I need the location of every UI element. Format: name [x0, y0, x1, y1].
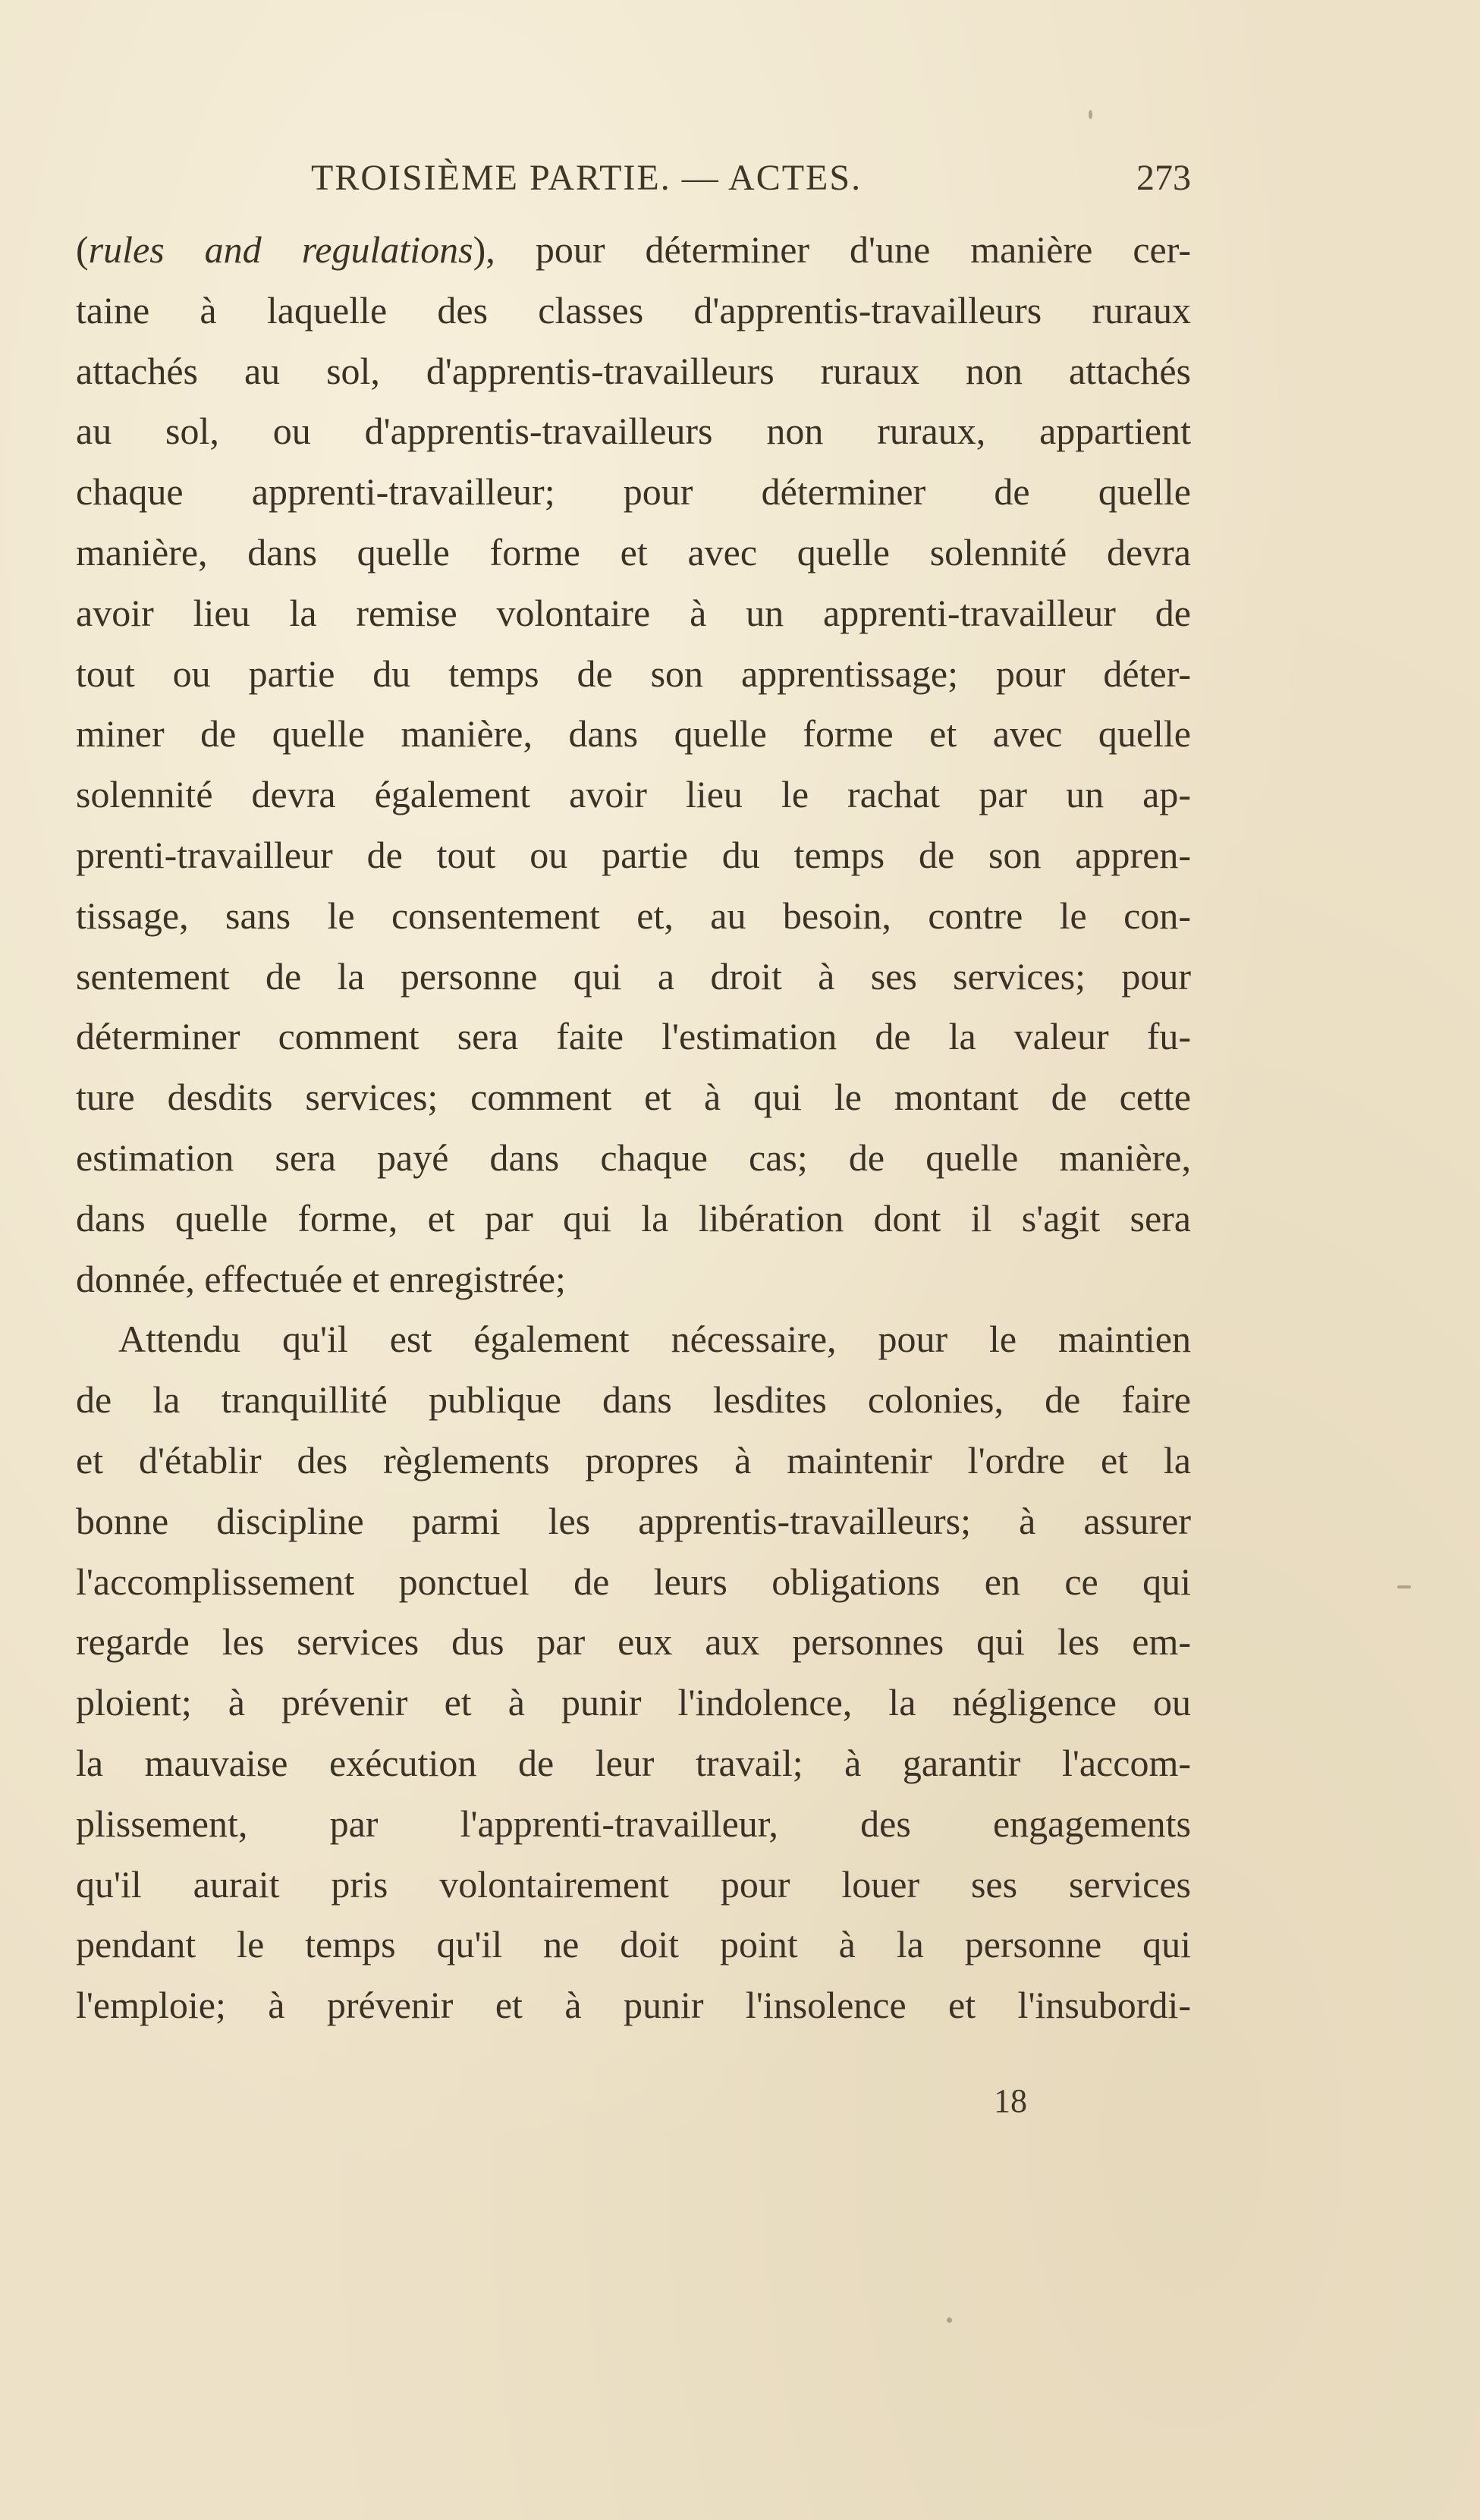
text-line: et d'établir des règlements propres à maintenir l'ordre et la — [76, 1438, 1191, 1482]
text-line: regarde les services dus par eux aux personnes qui les em- — [76, 1620, 1191, 1664]
paper-speck — [1397, 1585, 1411, 1588]
body-text — [76, 220, 1191, 2036]
paragraph-start: Attendu qu'il est également nécessaire, pour le maintien — [118, 1318, 1191, 1361]
running-title: TROISIÈME PARTIE. — ACTES. — [311, 158, 863, 198]
running-header — [76, 152, 1191, 205]
paper-speck — [947, 2317, 952, 2323]
text-line: pendant le temps qu'il ne doit point à la personne qui — [76, 1923, 1191, 1966]
text-line: dans quelle forme, et par qui la libération dont il s'agit sera — [76, 1196, 1191, 1240]
paper-speck — [1089, 110, 1092, 119]
text-line: qu'il aurait pris volontairement pour louer ses services — [76, 1862, 1191, 1906]
page-number: 273 — [1136, 158, 1191, 198]
text-line: (rules and regulations), pour déterminer d'une manière cer- — [76, 228, 1191, 271]
english-term: rules and regulations — [88, 228, 473, 271]
text-line: bonne discipline parmi les apprentis-travailleurs; à assurer — [76, 1499, 1191, 1542]
text-line: miner de quelle manière, dans quelle forme et avec quelle — [76, 712, 1191, 756]
text-line: solennité devra également avoir lieu le rachat par un ap- — [76, 773, 1191, 816]
text-line: plissement, par l'apprenti-travailleur, des engagements — [76, 1802, 1191, 1845]
text-line: donnée, effectuée et enregistrée; — [76, 1257, 566, 1300]
text-line: avoir lieu la remise volontaire à un apprenti-travailleur de — [76, 591, 1191, 634]
text-line: l'accomplissement ponctuel de leurs obligations en ce qui — [76, 1560, 1191, 1603]
text-line: tissage, sans le consentement et, au besoin, contre le con- — [76, 894, 1191, 937]
signature-mark: 18 — [994, 2082, 1027, 2119]
text-line: au sol, ou d'apprentis-travailleurs non ruraux, appartient — [76, 410, 1191, 453]
text-line: ture desdits services; comment et à qui le montant de cette — [76, 1076, 1191, 1119]
text-line: prenti-travailleur de tout ou partie du temps de son appren- — [76, 833, 1191, 876]
text-line-rest: ), pour déterminer d'une manière cer- — [473, 228, 1191, 271]
text-line: manière, dans quelle forme et avec quelle solennité devra — [76, 530, 1191, 573]
text-line: tout ou partie du temps de son apprentissage; pour déter- — [76, 652, 1191, 695]
text-line: chaque apprenti-travailleur; pour déterminer de quelle — [76, 470, 1191, 514]
text-line: ploient; à prévenir et à punir l'indolence, la négligence ou — [76, 1681, 1191, 1724]
text-line: la mauvaise exécution de leur travail; à garantir l'accom- — [76, 1741, 1191, 1784]
text-line: taine à laquelle des classes d'apprentis-travailleurs ruraux — [76, 288, 1191, 331]
text-line: déterminer comment sera faite l'estimation de la valeur fu- — [76, 1015, 1191, 1058]
text-line: l'emploie; à prévenir et à punir l'insolence et l'insubordi- — [76, 1984, 1191, 2027]
text-line: estimation sera payé dans chaque cas; de quelle manière, — [76, 1136, 1191, 1179]
text-line: attachés au sol, d'apprentis-travailleurs ruraux non attachés — [76, 349, 1191, 392]
text-line: sentement de la personne qui a droit à ses services; pour — [76, 954, 1191, 998]
text-line: de la tranquillité publique dans lesdites colonies, de faire — [76, 1378, 1191, 1422]
